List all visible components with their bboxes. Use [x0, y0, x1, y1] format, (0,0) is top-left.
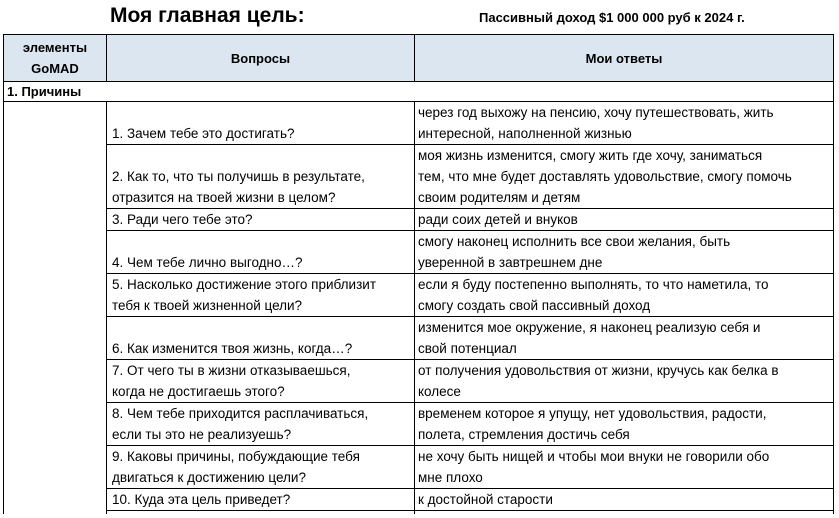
answer-cell[interactable] [415, 274, 834, 317]
answer-cell[interactable] [415, 231, 834, 274]
answer-line: через год выхожу на пенсию, хочу путешествовать, жить [418, 105, 774, 120]
answer-cell[interactable] [415, 102, 834, 145]
question-line: 8. Чем тебе приходится расплачиваться, [112, 406, 369, 421]
elements-cell[interactable] [4, 102, 107, 515]
question-cell[interactable] [107, 360, 415, 403]
answer-line: интересной, наполненной жизнью [418, 126, 632, 141]
column-header-elements-line1: элементы [22, 40, 88, 55]
table-row-continuation [4, 511, 834, 515]
gomad-table [3, 34, 834, 514]
column-header-elements[interactable] [4, 35, 107, 82]
answer-line: моя жизнь изменится, смогу жить где хочу, заниматься [418, 148, 763, 163]
goal-text: Пассивный доход $1 000 000 руб к 2024 г. [479, 10, 745, 25]
answer-cell-empty[interactable] [415, 511, 834, 515]
column-header-questions[interactable]: Вопросы [107, 35, 415, 82]
answer-line: мне плохо [418, 470, 483, 485]
answer-cell[interactable] [415, 145, 834, 209]
question-cell[interactable] [107, 209, 415, 231]
question-line: 7. От чего ты в жизни отказываешься, [112, 363, 351, 378]
answer-line: от получения удовольствия от жизни, кручусь как белка в [418, 363, 779, 378]
section-title[interactable]: 1. Причины [4, 82, 834, 102]
question-line: 10. Куда эта цель приведет? [112, 492, 291, 507]
answer-line: изменится мое окружение, я наконец реализую себя и [418, 320, 761, 335]
column-header-elements-line2: GoMAD [31, 61, 79, 76]
answer-cell[interactable] [415, 489, 834, 511]
answer-line: уверенной в завтрешнем дне [418, 255, 603, 270]
title-row [0, 0, 839, 34]
header-row [4, 35, 834, 82]
column-header-answers[interactable]: Мои ответы [415, 35, 834, 82]
answer-line: колесе [418, 384, 461, 399]
question-cell[interactable] [107, 231, 415, 274]
page-title: Моя главная цель: [110, 4, 305, 27]
question-cell[interactable] [107, 145, 415, 209]
table-row [4, 102, 834, 145]
question-line: 9. Каковы причины, побуждающие тебя [112, 449, 360, 464]
section-row [4, 82, 834, 102]
table-row [4, 446, 834, 489]
answer-line: к достойной старости [418, 492, 553, 507]
question-cell[interactable] [107, 274, 415, 317]
table-row [4, 360, 834, 403]
table-row [4, 145, 834, 209]
question-line: если ты это не реализуешь? [112, 427, 292, 442]
table-row [4, 231, 834, 274]
question-cell[interactable] [107, 446, 415, 489]
answer-line: своим родителям и детям [418, 190, 581, 205]
answer-line: смогу наконец исполнить все свои желания, быть [418, 234, 731, 249]
question-line: двигаться к достижению цели? [112, 470, 306, 485]
question-line: 2. Как то, что ты получишь в результате, [112, 169, 365, 184]
question-cell[interactable] [107, 317, 415, 360]
question-line: тебя к твоей жизненной цели? [112, 298, 303, 313]
answer-line: не хочу быть нищей и чтобы мои внуки не говорили обо [418, 449, 770, 464]
table-row [4, 489, 834, 511]
question-line: 6. Как изменится твоя жизнь, когда…? [112, 341, 353, 356]
answer-line: смогу создать свой пассивный доход [418, 298, 651, 313]
question-line: 5. Насколько достижение этого приблизит [112, 277, 377, 292]
answer-cell[interactable] [415, 317, 834, 360]
question-line: 3. Ради чего тебе это? [112, 212, 253, 227]
answer-line: временем которое я упущу, нет удовольствия, радости, [418, 406, 767, 421]
answer-line: свой потенциал [418, 341, 517, 356]
table-row [4, 403, 834, 446]
question-line: 1. Зачем тебе это достигать? [112, 126, 295, 141]
answer-cell[interactable] [415, 403, 834, 446]
table-row [4, 317, 834, 360]
table-row [4, 209, 834, 231]
question-cell[interactable] [107, 102, 415, 145]
answer-line: полета, стремления достичь себя [418, 427, 630, 442]
question-line: отразится на твоей жизни в целом? [112, 190, 336, 205]
answer-cell[interactable] [415, 446, 834, 489]
question-cell-empty[interactable] [107, 511, 415, 515]
question-line: 4. Чем тебе лично выгодно…? [112, 255, 303, 270]
answer-line: ради соих детей и внуков [418, 212, 578, 227]
answer-cell[interactable] [415, 360, 834, 403]
question-cell[interactable] [107, 489, 415, 511]
answer-line: тем, что мне будет доставлять удовольствие, смогу помочь [418, 169, 792, 184]
question-cell[interactable] [107, 403, 415, 446]
question-line: когда не достигаешь этого? [112, 384, 285, 399]
answer-cell[interactable] [415, 209, 834, 231]
answer-line: если я буду постепенно выполнять, то что наметила, то [418, 277, 769, 292]
table-row [4, 274, 834, 317]
